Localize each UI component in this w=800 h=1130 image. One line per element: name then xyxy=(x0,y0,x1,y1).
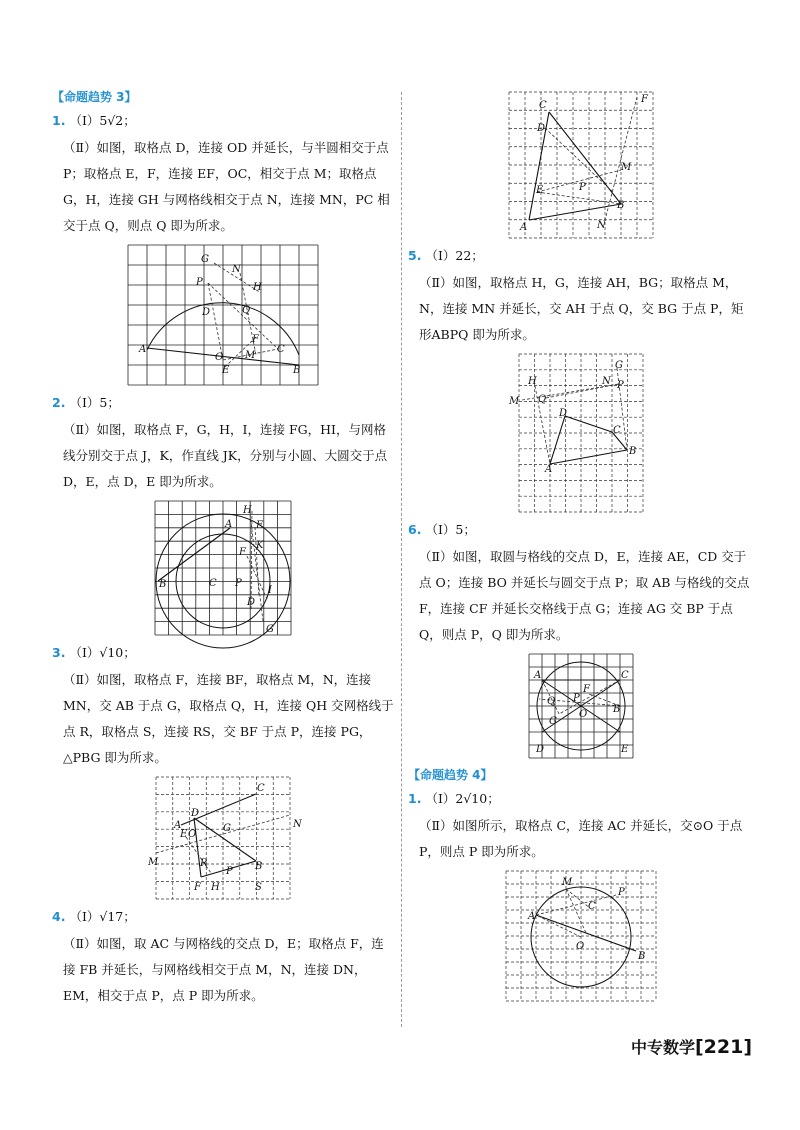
svg-text:C: C xyxy=(588,901,596,912)
svg-text:S: S xyxy=(255,882,262,893)
figure-2-circles xyxy=(155,501,291,635)
svg-text:M: M xyxy=(245,350,256,361)
svg-text:N: N xyxy=(293,819,302,830)
svg-text:K: K xyxy=(256,540,264,551)
svg-text:P: P xyxy=(579,182,586,193)
svg-text:C: C xyxy=(539,100,547,111)
svg-text:C: C xyxy=(209,578,217,589)
figure-6-circle xyxy=(529,654,633,758)
left-column xyxy=(52,88,394,1013)
svg-text:M: M xyxy=(562,877,573,888)
answer-1-part1: 1. （Ⅰ）5√2； xyxy=(52,113,136,128)
svg-text:C: C xyxy=(277,344,285,355)
svg-text:B: B xyxy=(159,579,167,590)
svg-text:P: P xyxy=(235,578,242,589)
svg-text:B: B xyxy=(293,365,301,376)
svg-text:C: C xyxy=(257,783,265,794)
answer-3-part1: 3. （Ⅰ）√10； xyxy=(52,645,136,660)
svg-text:P: P xyxy=(196,277,203,288)
svg-text:A: A xyxy=(534,670,542,681)
answer-1-part2: （Ⅱ）如图，取格点 D，连接 OD 并延长，与半圆相交于点 P；取格点 E，F，连接 EF，OC，相交于点 M；取格点 G，H，连接 GH 与网格线相交于点 N，连接 MN，PC 相交于点 Q，则点 Q 即为所求。 xyxy=(63,140,390,233)
svg-text:B: B xyxy=(638,951,646,962)
svg-text:O: O xyxy=(576,941,585,952)
figure-7-circle xyxy=(506,871,656,1001)
svg-text:N: N xyxy=(597,220,606,231)
right-column xyxy=(408,92,754,1009)
svg-text:I: I xyxy=(268,585,272,596)
svg-text:A: A xyxy=(520,222,528,233)
answer-3-part2: （Ⅱ）如图，取格点 F，连接 BF，取格点 M，N，连接 MN，交 AB 于点 G，取格点 Q，H，连接 QH 交网格线于点 R，取格点 S，连接 RS，交 BF 于点 P，连接 PG，△PBG 即为所求。 xyxy=(63,672,394,765)
svg-text:E: E xyxy=(180,829,188,840)
svg-text:E: E xyxy=(256,520,264,531)
svg-text:E: E xyxy=(621,744,629,755)
figure-5-rectangle xyxy=(509,354,643,512)
svg-text:B: B xyxy=(255,861,263,872)
answer-5-part2: （Ⅱ）如图，取格点 H，G，连接 AH，BG；取格点 M，N，连接 MN 并延长，交 AH 于点 Q，交 BG 于点 P，矩形ABPQ 即为所求。 xyxy=(419,275,744,342)
svg-text:G: G xyxy=(266,624,274,635)
svg-text:P: P xyxy=(573,693,580,704)
svg-text:G: G xyxy=(549,716,557,727)
svg-text:B: B xyxy=(613,704,621,715)
section-title-trend-3: 【命题趋势 3】 xyxy=(52,90,137,104)
svg-text:A: A xyxy=(225,519,233,530)
figure-4-grid xyxy=(509,92,653,238)
svg-text:B: B xyxy=(617,200,625,211)
svg-text:C: C xyxy=(613,425,621,436)
svg-text:G: G xyxy=(201,254,209,265)
svg-text:M: M xyxy=(148,857,159,868)
svg-text:F: F xyxy=(194,882,201,893)
answer-4-part2: （Ⅱ）如图，取 AC 与网格线的交点 D，E；取格点 F，连接 FB 并延长，与网格线相交于点 M，N，连接 DN，EM，相交于点 P，点 P 即为所求。 xyxy=(63,936,384,1003)
figure-3-triangle xyxy=(148,777,302,899)
svg-text:P: P xyxy=(617,380,624,391)
svg-text:F: F xyxy=(252,334,259,345)
figure-1-semicircle xyxy=(128,245,318,385)
svg-text:P: P xyxy=(226,866,233,877)
svg-text:B: B xyxy=(629,446,637,457)
svg-text:A: A xyxy=(174,820,182,831)
svg-text:E: E xyxy=(222,365,230,376)
section-title-trend-4: 【命题趋势 4】 xyxy=(408,768,493,782)
svg-text:Q: Q xyxy=(242,305,251,316)
svg-text:D: D xyxy=(537,123,546,134)
svg-text:G: G xyxy=(223,823,231,834)
svg-text:H: H xyxy=(528,376,537,387)
svg-text:G: G xyxy=(615,360,623,371)
page-number: [221] xyxy=(694,1036,752,1058)
answer-4-part1: 4. （Ⅰ）√17； xyxy=(52,909,136,924)
svg-text:Q: Q xyxy=(547,696,556,707)
svg-text:M: M xyxy=(621,162,632,173)
svg-text:D: D xyxy=(536,744,545,755)
svg-text:D: D xyxy=(202,307,211,318)
svg-text:F: F xyxy=(239,547,246,558)
svg-text:D: D xyxy=(247,597,256,608)
svg-text:H: H xyxy=(253,282,262,293)
svg-text:N: N xyxy=(232,264,241,275)
svg-text:F: F xyxy=(641,94,648,105)
svg-text:A: A xyxy=(528,911,536,922)
answer-2-part1: 2. （Ⅰ）5； xyxy=(52,395,120,410)
answer-6-part2: （Ⅱ）如图，取圆与格线的交点 D，E，连接 AE，CD 交于点 O；连接 BO 并延长与圆交于点 P；取 AB 与格线的交点 F，连接 CF 并延长交格线于点 G；连接 AG 交 BP 于点 Q，则点 P，Q 即为所求。 xyxy=(419,549,750,642)
svg-text:D: D xyxy=(191,808,200,819)
page-footer xyxy=(631,1035,752,1058)
column-divider xyxy=(401,92,402,1027)
svg-text:H: H xyxy=(211,882,220,893)
svg-text:D: D xyxy=(559,408,568,419)
svg-text:A: A xyxy=(545,464,553,475)
svg-text:M: M xyxy=(509,396,520,407)
svg-text:O: O xyxy=(188,829,197,840)
svg-text:Q: Q xyxy=(538,394,547,405)
svg-text:H: H xyxy=(243,505,252,516)
answer-5-part1: 5. （Ⅰ）22； xyxy=(408,248,484,263)
footer-subject: 中专数学 xyxy=(630,1038,695,1057)
svg-text:P: P xyxy=(618,887,625,898)
svg-text:E: E xyxy=(536,185,544,196)
svg-text:A: A xyxy=(139,344,147,355)
answer-t4-1-part1: 1. （Ⅰ）2√10； xyxy=(408,791,500,806)
svg-text:O: O xyxy=(579,709,588,720)
svg-text:R: R xyxy=(200,858,208,869)
answer-6-part1: 6. （Ⅰ）5； xyxy=(408,522,476,537)
answer-t4-1-part2: （Ⅱ）如图所示，取格点 C，连接 AC 并延长，交⊙O 于点 P，则点 P 即为所求。 xyxy=(419,818,743,859)
svg-text:C: C xyxy=(621,670,629,681)
svg-text:O: O xyxy=(215,352,224,363)
svg-text:N: N xyxy=(602,376,611,387)
svg-text:F: F xyxy=(583,684,590,695)
answer-2-part2: （Ⅱ）如图，取格点 F，G，H，I，连接 FG，HI，与网格线分别交于点 J，K，作直线 JK，分别与小圆、大圆交于点 D，E，点 D，E 即为所求。 xyxy=(63,422,388,489)
